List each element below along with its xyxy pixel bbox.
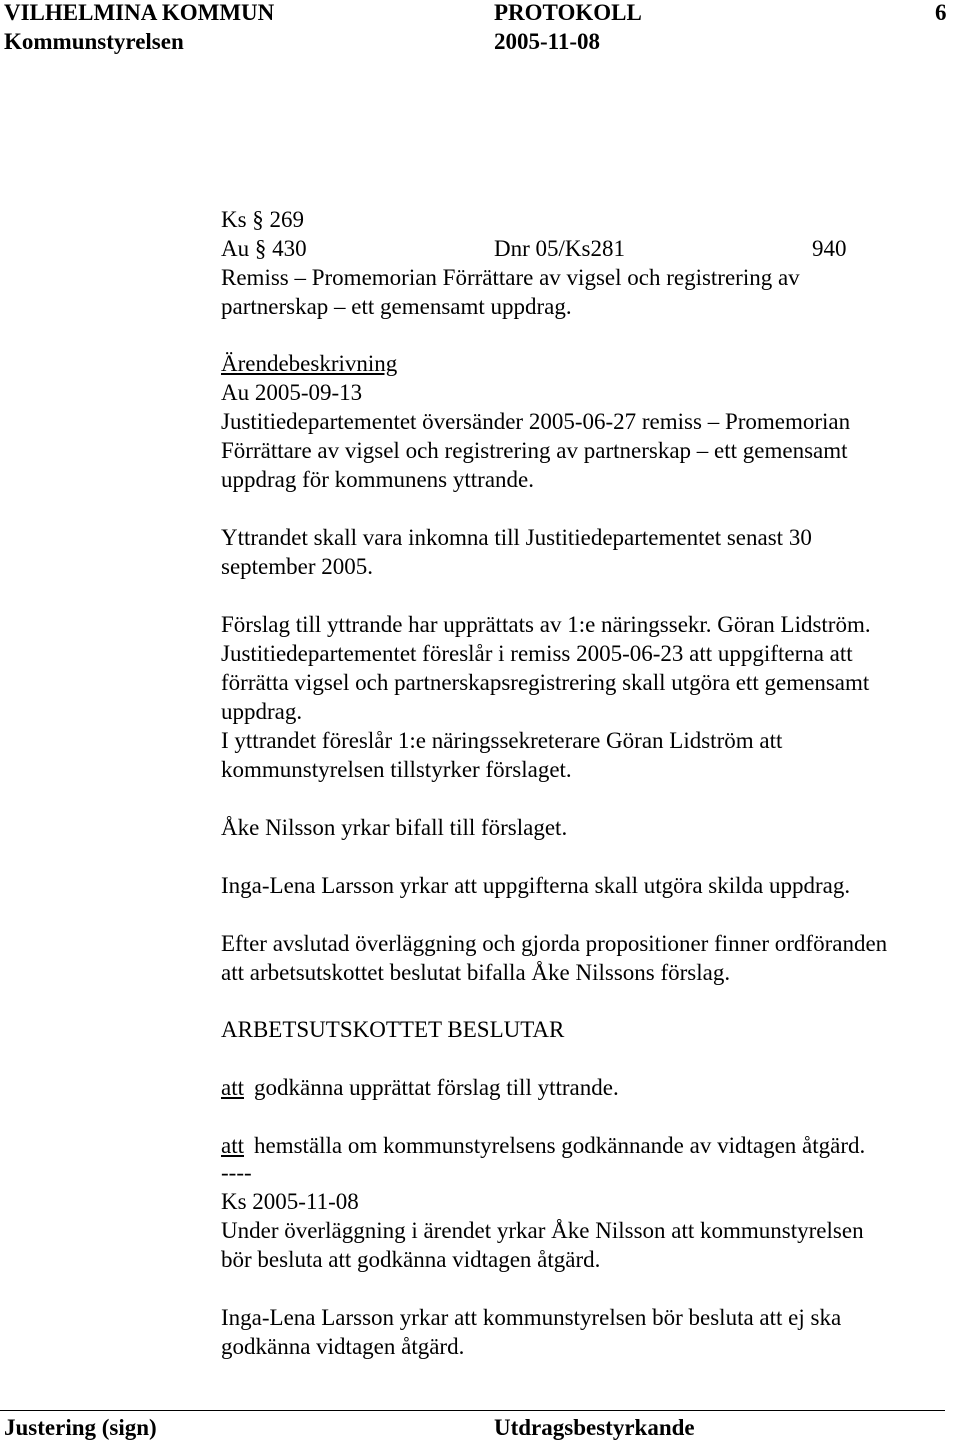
diary-number: Dnr 05/Ks281 xyxy=(494,236,625,261)
paragraph-3-line-4: uppdrag. xyxy=(221,699,303,724)
paragraph-3-line-3: förrätta vigsel och partnerskapsregistrering skall utgöra ett gemensamt xyxy=(221,670,870,695)
case-title-line-1: Remiss – Promemorian Förrättare av vigsel och registrering av xyxy=(221,265,800,290)
paragraph-4: Åke Nilsson yrkar bifall till förslaget. xyxy=(221,815,568,840)
footer-justering: Justering (sign) xyxy=(4,1415,157,1440)
paragraph-3-line-6: kommunstyrelsen tillstyrker förslaget. xyxy=(221,757,572,782)
page-number: 6 xyxy=(935,0,947,25)
decision-item-1-att: att xyxy=(221,1075,244,1100)
paragraph-1-line-3: uppdrag för kommunens yttrande. xyxy=(221,467,534,492)
ks-paragraph: Ks § 269 xyxy=(221,207,305,232)
paragraph-6-line-1: Efter avslutad överläggning och gjorda propositioner finner ordföranden xyxy=(221,931,888,956)
paragraph-5: Inga-Lena Larsson yrkar att uppgifterna skall utgöra skilda uppdrag. xyxy=(221,873,851,898)
paragraph-8-line-2: godkänna vidtagen åtgärd. xyxy=(221,1334,465,1359)
decision-item-2-att: att xyxy=(221,1133,244,1158)
decision-item-1-text: godkänna upprättat förslag till yttrande. xyxy=(254,1075,619,1100)
footer-rule xyxy=(0,1410,945,1411)
org-name: VILHELMINA KOMMUN xyxy=(4,0,275,25)
au-paragraph: Au § 430 xyxy=(221,236,307,261)
paragraph-1-line-2: Förrättare av vigsel och registrering av partnerskap – ett gemensamt xyxy=(221,438,848,463)
meeting-date: 2005-11-08 xyxy=(494,29,601,54)
paragraph-3-line-2: Justitiedepartementet föreslår i remiss 2005-06-23 att uppgifterna att xyxy=(221,641,853,666)
archive-number: 940 xyxy=(812,236,847,261)
paragraph-6-line-2: att arbetsutskottet beslutat bifalla Åke Nilssons förslag. xyxy=(221,960,731,985)
paragraph-2-line-2: september 2005. xyxy=(221,554,374,579)
paragraph-3-line-1: Förslag till yttrande har upprättats av 1:e näringssekr. Göran Lidström. xyxy=(221,612,871,637)
paragraph-2-line-1: Yttrandet skall vara inkomna till Justitiedepartementet senast 30 xyxy=(221,525,812,550)
case-title-line-2: partnerskap – ett gemensamt uppdrag. xyxy=(221,294,572,319)
case-description-heading: Ärendebeskrivning xyxy=(221,351,398,376)
paragraph-7-line-1: Under överläggning i ärendet yrkar Åke Nilsson att kommunstyrelsen xyxy=(221,1218,864,1243)
paragraph-8-line-1: Inga-Lena Larsson yrkar att kommunstyrelsen bör besluta att ej ska xyxy=(221,1305,842,1330)
paragraph-3-line-5: I yttrandet föreslår 1:e näringssekreterare Göran Lidström att xyxy=(221,728,783,753)
paragraph-7-line-2: bör besluta att godkänna vidtagen åtgärd. xyxy=(221,1247,601,1272)
document-type: PROTOKOLL xyxy=(494,0,642,25)
decision-item-2 xyxy=(221,1131,865,1160)
committee-name: Kommunstyrelsen xyxy=(4,29,184,54)
section-separator: ---- xyxy=(221,1160,252,1185)
ks-date: Ks 2005-11-08 xyxy=(221,1189,359,1214)
decision-item-1 xyxy=(221,1073,619,1102)
footer-utdragsbestyrkande: Utdragsbestyrkande xyxy=(494,1415,695,1440)
au-date: Au 2005-09-13 xyxy=(221,380,363,405)
decision-heading: ARBETSUTSKOTTET BESLUTAR xyxy=(221,1017,565,1042)
decision-item-2-text: hemställa om kommunstyrelsens godkännande av vidtagen åtgärd. xyxy=(254,1133,866,1158)
paragraph-1-line-1: Justitiedepartementet översänder 2005-06-27 remiss – Promemorian xyxy=(221,409,851,434)
